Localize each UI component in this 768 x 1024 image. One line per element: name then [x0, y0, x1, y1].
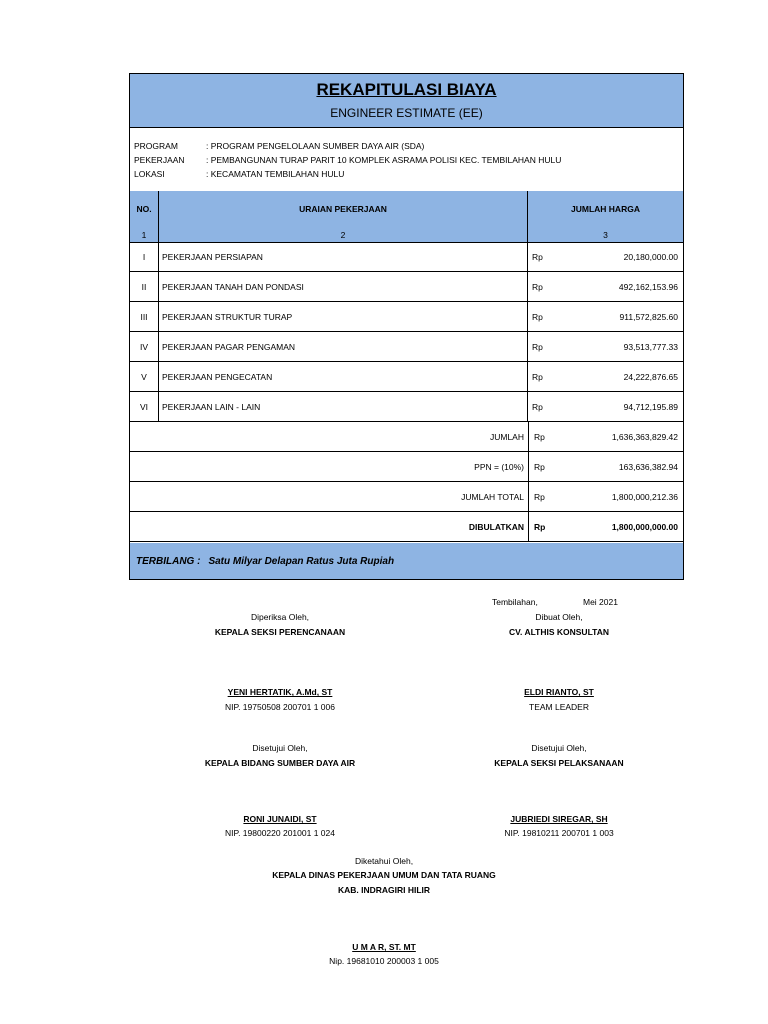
summary-row-total — [130, 482, 683, 512]
info-pekerjaan-label: PEKERJAAN — [134, 155, 185, 165]
signature-place: Tembilahan, — [492, 597, 538, 607]
summary-label: JUMLAH — [489, 431, 524, 442]
approved2-nip: NIP. 19810211 200701 1 003 — [504, 828, 614, 838]
sheet-header — [130, 74, 683, 128]
summary-amount: 1,800,000,212.36 — [611, 491, 678, 502]
document-title: REKAPITULASI BIAYA — [316, 80, 497, 99]
col-number-2: 2 — [159, 227, 527, 243]
col-header-uraian: URAIAN PEKERJAAN — [159, 191, 527, 228]
row-number: VI — [139, 401, 149, 412]
row-currency: Rp — [532, 311, 543, 322]
summary-currency: Rp — [534, 491, 545, 502]
table-row — [130, 272, 683, 302]
row-amount: 911,572,825.60 — [619, 311, 678, 322]
info-program — [134, 141, 424, 151]
made-by-role: TEAM LEADER — [529, 702, 589, 712]
summary-label: DIBULATKAN — [468, 521, 524, 532]
row-amount: 492,162,153.96 — [618, 281, 678, 292]
known-by-nip: Nip. 19681010 200003 1 005 — [329, 956, 439, 966]
table-row — [130, 332, 683, 362]
row-currency: Rp — [532, 401, 543, 412]
info-program-value: : PROGRAM PENGELOLAAN SUMBER DAYA AIR (SDA) — [206, 141, 425, 151]
document-subtitle: ENGINEER ESTIMATE (EE) — [330, 106, 483, 120]
row-description: PEKERJAAN PENGECATAN — [162, 371, 273, 382]
row-amount: 20,180,000.00 — [623, 251, 678, 262]
signature-date: Mei 2021 — [583, 597, 618, 607]
known-by-title: KEPALA DINAS PEKERJAAN UMUM DAN TATA RUANG — [272, 870, 496, 880]
info-lokasi-label: LOKASI — [134, 169, 165, 179]
row-currency: Rp — [532, 251, 543, 262]
info-pekerjaan — [134, 155, 561, 165]
info-program-label: PROGRAM — [134, 141, 178, 151]
terbilang-value: Satu Milyar Delapan Ratus Juta Rupiah — [208, 555, 395, 567]
row-description: PEKERJAAN STRUKTUR TURAP — [162, 311, 293, 322]
summary-label: PPN = (10%) — [474, 461, 524, 472]
info-lokasi-value: : KECAMATAN TEMBILAHAN HULU — [206, 169, 345, 179]
approved2-title: KEPALA SEKSI PELAKSANAAN — [494, 758, 624, 768]
amount-in-words — [130, 543, 683, 579]
row-number: IV — [139, 341, 149, 352]
made-by-label: Dibuat Oleh, — [535, 612, 583, 622]
checked-by-label: Diperiksa Oleh, — [250, 612, 310, 622]
summary-currency: Rp — [534, 461, 545, 472]
checked-by-name: YENI HERTATIK, A.Md, ST — [227, 687, 333, 697]
summary-amount: 163,636,382.94 — [618, 461, 678, 472]
summary-row-rounded — [130, 512, 683, 542]
row-currency: Rp — [532, 281, 543, 292]
row-description: PEKERJAAN PERSIAPAN — [162, 251, 263, 262]
row-number: I — [142, 251, 146, 262]
checked-by-title: KEPALA SEKSI PERENCANAAN — [214, 627, 346, 637]
grid-line — [158, 191, 159, 422]
project-info — [130, 127, 683, 192]
col-header-no: NO. — [130, 191, 158, 228]
summary-currency: Rp — [534, 521, 546, 532]
approved1-label: Disetujui Oleh, — [252, 743, 308, 753]
approved1-nip: NIP. 19800220 201001 1 024 — [225, 828, 335, 838]
summary-label: JUMLAH TOTAL — [461, 491, 524, 502]
col-number-3: 3 — [528, 227, 683, 243]
row-description: PEKERJAAN TANAH DAN PONDASI — [162, 281, 304, 292]
table-row — [130, 362, 683, 392]
summary-amount: 1,636,363,829.42 — [611, 431, 678, 442]
row-number: V — [141, 371, 147, 382]
known-by-region: KAB. INDRAGIRI HILIR — [337, 885, 431, 895]
grid-line — [527, 191, 528, 422]
known-by-name: U M A R, ST. MT — [352, 942, 416, 952]
made-by-name: ELDI RIANTO, ST — [524, 687, 594, 697]
table-row — [130, 392, 683, 422]
approved1-name: RONI JUNAIDI, ST — [243, 814, 317, 824]
row-description: PEKERJAAN PAGAR PENGAMAN — [162, 341, 296, 352]
cost-recap-sheet — [129, 73, 684, 580]
approved1-title: KEPALA BIDANG SUMBER DAYA AIR — [204, 758, 356, 768]
row-number: II — [141, 281, 147, 292]
checked-by-nip: NIP. 19750508 200701 1 006 — [225, 702, 335, 712]
col-header-jumlah: JUMLAH HARGA — [528, 191, 683, 228]
row-number: III — [140, 311, 148, 322]
made-by-title: CV. ALTHIS KONSULTAN — [509, 627, 609, 637]
col-number-1: 1 — [130, 227, 158, 243]
summary-amount: 1,800,000,000.00 — [611, 521, 678, 532]
row-amount: 93,513,777.33 — [623, 341, 678, 352]
info-pekerjaan-value: : PEMBANGUNAN TURAP PARIT 10 KOMPLEK ASRAMA POLISI KEC. TEMBILAHAN HULU — [206, 155, 562, 165]
row-description: PEKERJAAN LAIN - LAIN — [162, 401, 261, 412]
summary-row-ppn — [130, 452, 683, 482]
approved2-name: JUBRIEDI SIREGAR, SH — [510, 814, 608, 824]
grid-line — [528, 422, 529, 542]
info-lokasi — [134, 169, 344, 179]
summary-currency: Rp — [534, 431, 545, 442]
terbilang-label: TERBILANG : — [136, 555, 201, 567]
row-currency: Rp — [532, 341, 543, 352]
row-amount: 94,712,195.89 — [623, 401, 678, 412]
approved2-label: Disetujui Oleh, — [531, 743, 587, 753]
row-currency: Rp — [532, 371, 543, 382]
table-row — [130, 242, 683, 272]
table-row — [130, 302, 683, 332]
known-by-label: Diketahui Oleh, — [354, 856, 414, 866]
row-amount: 24,222,876.65 — [623, 371, 678, 382]
summary-row-jumlah — [130, 422, 683, 452]
